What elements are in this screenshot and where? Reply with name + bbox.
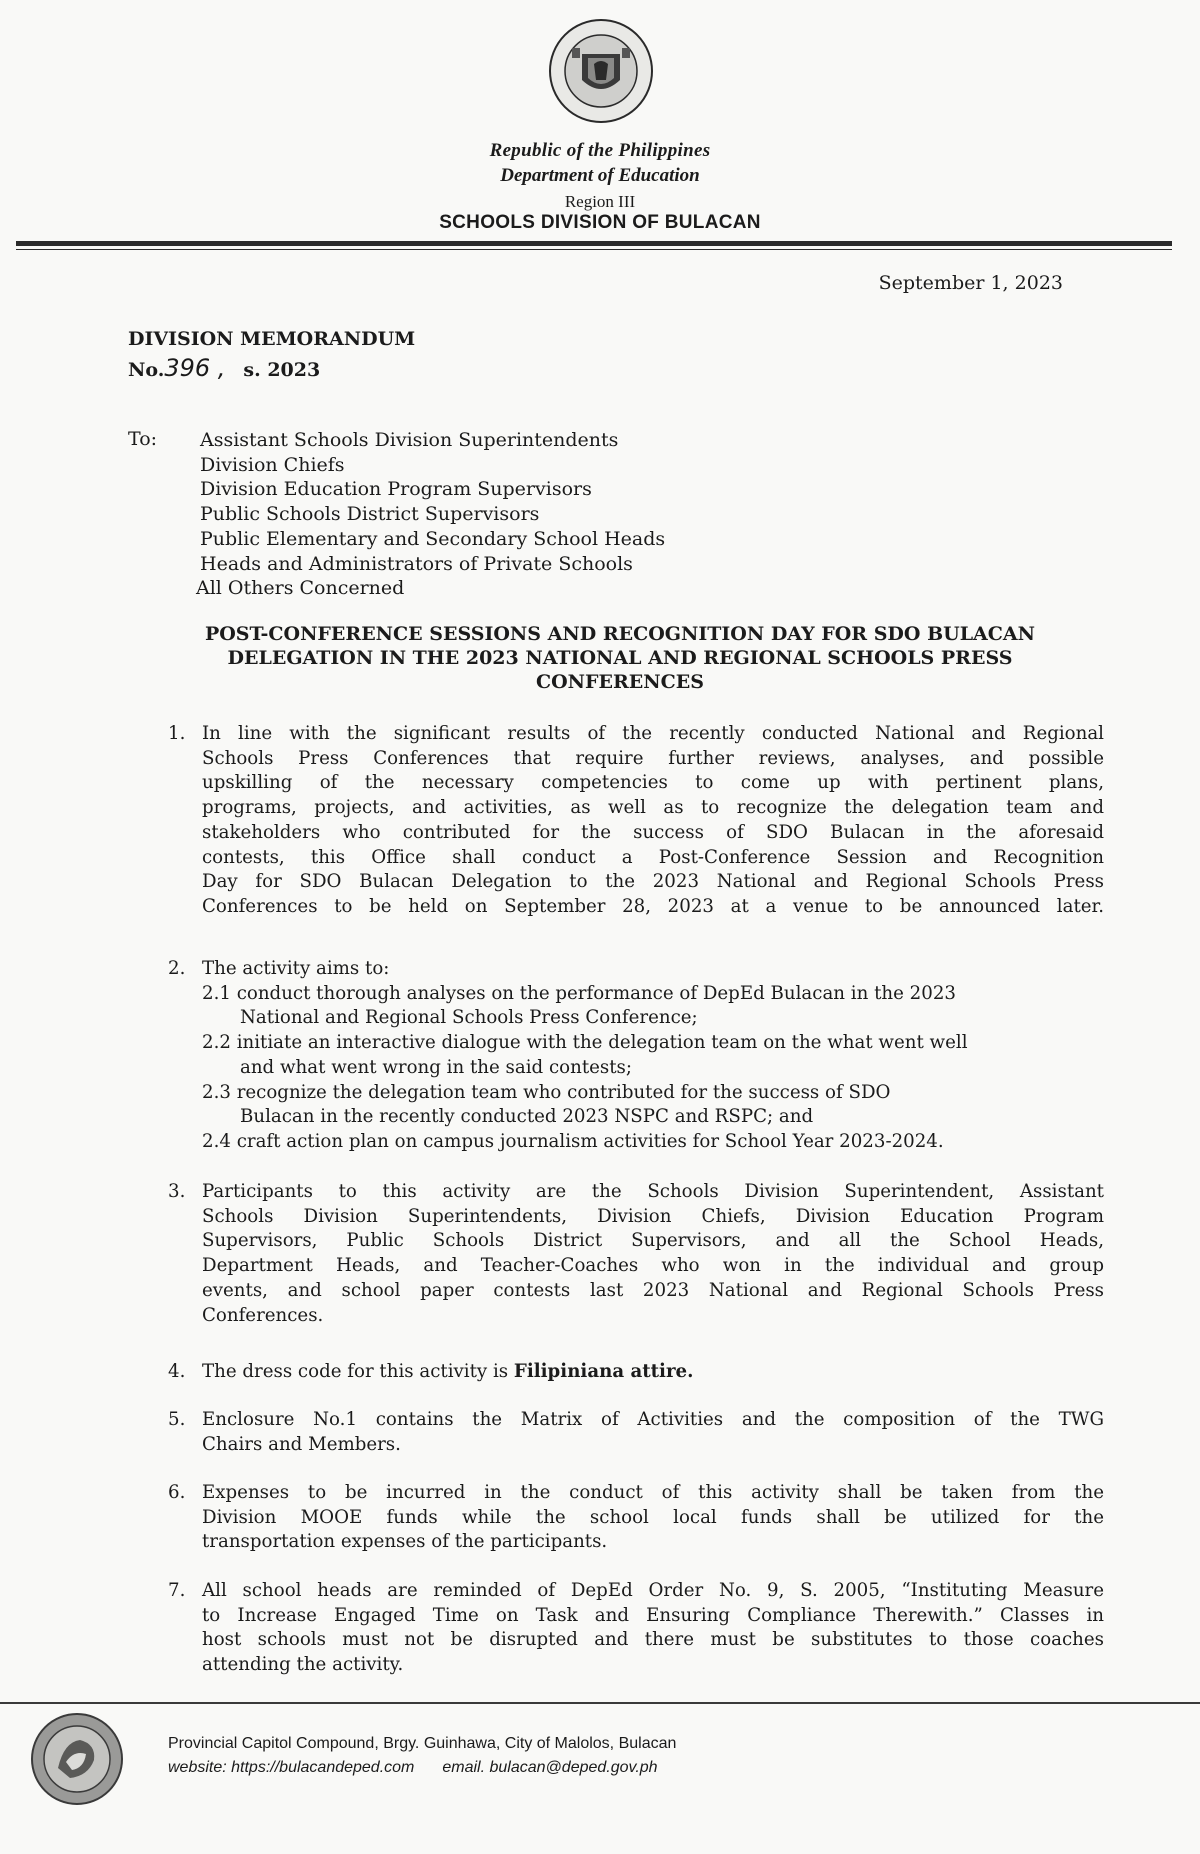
aim-line: and what went wrong in the said contests; (240, 1056, 632, 1078)
paragraph-line: Schools Division Superintendents, Division Chiefs, Division Education Program (202, 1205, 1104, 1227)
paragraph-number: 5. (168, 1409, 186, 1430)
footer-divider (0, 1702, 1200, 1704)
paragraph-line: Day for SDO Bulacan Delegation to the 2023 National and Regional Schools Press (202, 871, 1104, 893)
paragraph-line: Conferences. (202, 1304, 324, 1326)
paragraph-line: host schools must not be disrupted and there must be substitutes to those coaches (202, 1629, 1104, 1651)
header-divider-thin (16, 249, 1172, 250)
division-heading: SCHOOLS DIVISION OF BULACAN (439, 212, 761, 233)
memo-number-prefix: No. (128, 359, 165, 381)
list-item: Public Schools District Supervisors (200, 503, 540, 526)
list-item: Division Education Program Supervisors (200, 478, 592, 501)
recipient-list (196, 428, 666, 601)
aim-line: 2.4 craft action plan on campus journalism activities for School Year 2023-2024. (202, 1130, 944, 1152)
division-seal-logo (30, 1712, 124, 1806)
deped-seal-logo (548, 18, 654, 124)
paragraph-number: 3. (168, 1181, 186, 1202)
paragraph-line: Schools Press Conferences that require further reviews, analyses, and possible (202, 747, 1104, 769)
memo-title: DIVISION MEMORANDUM (128, 328, 416, 350)
subject-line: DELEGATION IN THE 2023 NATIONAL AND REGIONAL SCHOOLS PRESS (227, 647, 1013, 669)
paragraph-line: to Increase Engaged Time on Task and Ensuring Compliance Therewith.” Classes in (202, 1604, 1104, 1626)
aim-2-2 (202, 1031, 1104, 1080)
footer-address: Provincial Capitol Compound, Brgy. Guinhawa, City of Malolos, Bulacan (168, 1735, 677, 1752)
paragraph-line: transportation expenses of the participants. (202, 1531, 608, 1553)
subject-line: CONFERENCES (536, 671, 704, 693)
aim-line: Bulacan in the recently conducted 2023 NSPC and RSPC; and (240, 1106, 814, 1128)
aim-2-1 (202, 982, 1104, 1031)
memo-subject (170, 622, 1070, 694)
paragraph-line: upskilling of the necessary competencies to come up with pertinent plans, (202, 772, 1104, 794)
paragraph-line: events, and school paper contests last 2023 National and Regional Schools Press (202, 1279, 1104, 1301)
paragraph-number: 1. (168, 723, 186, 744)
aim-line: National and Regional Schools Press Conference; (240, 1007, 698, 1029)
paragraph-number: 7. (168, 1580, 186, 1601)
paragraph-line: Expenses to be incurred in the conduct of this activity shall be taken from the (202, 1482, 1104, 1503)
dress-code-value: Filipiniana attire. (513, 1361, 694, 1382)
memo-series: s. 2023 (243, 359, 321, 381)
paragraph-line: stakeholders who contributed for the success of SDO Bulacan in the aforesaid (202, 821, 1104, 843)
paragraph-line: Department Heads, and Teacher-Coaches who won in the individual and group (202, 1255, 1104, 1277)
paragraph-line: Participants to this activity are the Schools Division Superintendent, Assistant (202, 1181, 1104, 1202)
paragraph-number: 6. (168, 1482, 186, 1503)
paragraph-number: 2. (168, 958, 186, 979)
paragraph-line: Supervisors, Public Schools District Supervisors, and all the School Heads, (202, 1230, 1104, 1252)
paragraph-line (202, 1360, 1104, 1385)
republic-heading: Republic of the Philippines (489, 140, 711, 161)
paragraph-line: programs, projects, and activities, as well as to recognize the delegation team and (202, 797, 1104, 819)
memo-number-handwritten: 396 , (164, 354, 226, 382)
paragraph-line: Division MOOE funds while the school local funds shall be utilized for the (202, 1506, 1104, 1528)
footer-website[interactable]: website: https://bulacandeped.com (168, 1759, 415, 1776)
list-item: Division Chiefs (200, 453, 345, 476)
aim-2-4 (202, 1130, 1104, 1155)
to-label: To: (128, 428, 158, 450)
list-item: Heads and Administrators of Private Schools (200, 552, 633, 575)
subject-line: POST-CONFERENCE SESSIONS AND RECOGNITION DAY FOR SDO BULACAN (204, 623, 1036, 645)
footer-contact (168, 1759, 658, 1777)
paragraph-line: The activity aims to: (202, 958, 390, 979)
list-item: Assistant Schools Division Superintendents (200, 429, 619, 451)
region-heading: Region III (564, 192, 636, 211)
memo-date: September 1, 2023 (878, 272, 1063, 294)
paragraph-line: attending the activity. (202, 1654, 404, 1676)
memo-number (128, 354, 320, 382)
list-item: All Others Concerned (196, 577, 405, 600)
paragraph-line: All school heads are reminded of DepEd Order No. 9, S. 2005, “Instituting Measure (202, 1580, 1104, 1601)
paragraph-line: In line with the significant results of the recently conducted National and Regional (202, 723, 1104, 744)
paragraph-line: Conferences to be held on September 28, 2023 at a venue to be announced later. (202, 895, 1104, 917)
list-item: Public Elementary and Secondary School Heads (200, 527, 666, 550)
aim-line: 2.2 initiate an interactive dialogue with the delegation team on the what went well (202, 1032, 968, 1054)
aim-line: 2.1 conduct thorough analyses on the performance of DepEd Bulacan in the 2023 (202, 982, 956, 1004)
paragraph-line: Chairs and Members. (202, 1433, 401, 1455)
paragraph-line: contests, this Office shall conduct a Post-Conference Session and Recognition (202, 846, 1104, 868)
paragraph-number: 4. (168, 1361, 186, 1382)
aim-line: 2.3 recognize the delegation team who contributed for the success of SDO (202, 1081, 891, 1103)
aim-2-3 (202, 1081, 1104, 1130)
header-divider (16, 241, 1172, 246)
footer-email[interactable]: email. bulacan@deped.gov.ph (442, 1759, 658, 1776)
department-heading: Department of Education (500, 165, 700, 186)
dress-code-text: The dress code for this activity is (202, 1361, 514, 1382)
paragraph-line: Enclosure No.1 contains the Matrix of Activities and the composition of the TWG (202, 1409, 1104, 1430)
